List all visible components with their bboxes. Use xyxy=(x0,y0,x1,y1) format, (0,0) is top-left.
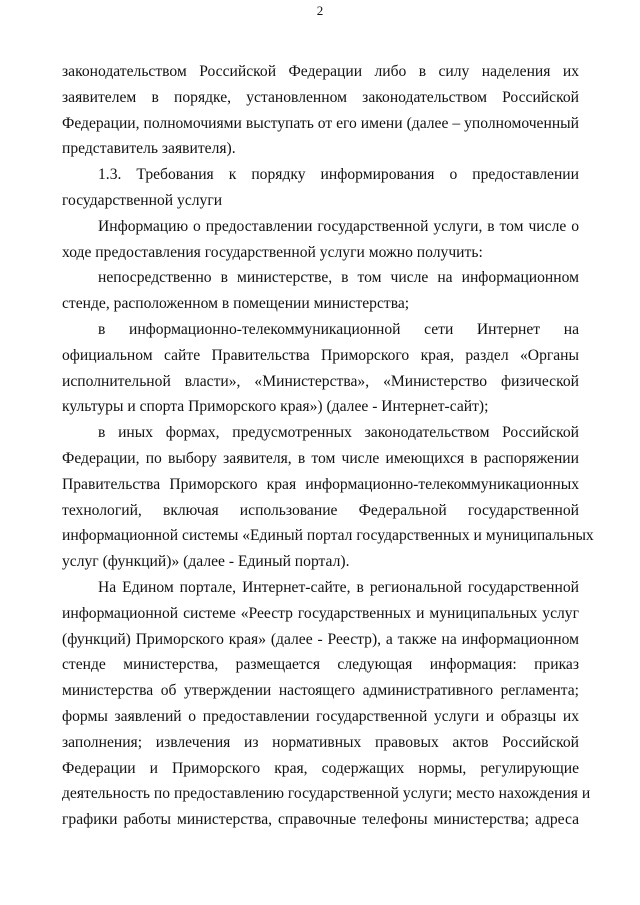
paragraph xyxy=(62,265,579,317)
text-line: государственной услуги xyxy=(62,191,223,209)
text-line: стенде министерства, размещается следующая информация: приказ xyxy=(62,656,579,674)
paragraph xyxy=(62,317,579,420)
text-line: информационной системы «Единый портал государственных и муниципальных xyxy=(62,527,594,545)
text-line: Федерации, полномочиями выступать от его имени (далее – уполномоченный xyxy=(62,114,579,132)
text-line: формы заявлений о предоставлении государственной услуги и образцы их xyxy=(62,707,579,725)
paragraph xyxy=(62,420,594,575)
text-line: технологий, включая использование Федеральной государственной xyxy=(62,501,579,519)
text-line: представитель заявителя). xyxy=(62,140,236,158)
text-line: ходе предоставления государственной услуги можно получить: xyxy=(62,243,483,261)
document-body xyxy=(62,59,594,833)
text-line: культуры и спорта Приморского края») (далее - Интернет-сайт); xyxy=(62,398,489,416)
text-line: заполнения; извлечения из нормативных правовых актов Российской xyxy=(62,733,579,751)
text-line: исполнительной власти», «Министерства», «Министерство физической xyxy=(62,372,579,390)
text-line: министерства об утверждении настоящего административного регламента; xyxy=(62,682,579,700)
text-line: Информацию о предоставлении государственной услуги, в том числе о xyxy=(98,217,579,235)
text-line: заявителем в порядке, установленном законодательством Российской xyxy=(62,88,579,106)
text-line: информационной системе «Реестр государственных и муниципальных услуг xyxy=(62,604,579,622)
paragraph xyxy=(62,575,591,833)
text-line: законодательством Российской Федерации либо в силу наделения их xyxy=(62,63,579,80)
text-line: графики работы министерства, справочные телефоны министерства; адреса xyxy=(62,811,579,829)
text-line: деятельность по предоставлению государственной услуги; место нахождения и xyxy=(62,785,591,803)
text-line: На Едином портале, Интернет-сайте, в региональной государственной xyxy=(98,578,579,596)
paragraph xyxy=(62,59,579,162)
page-number: 2 xyxy=(316,3,324,18)
text-line: Правительства Приморского края информационно-телекоммуникационных xyxy=(62,475,579,493)
text-line: Федерации и Приморского края, содержащих нормы, регулирующие xyxy=(62,759,579,777)
text-line: в информационно-телекоммуникационной сети Интернет на xyxy=(98,320,579,338)
text-line: услуг (функций)» (далее - Единый портал). xyxy=(62,553,350,571)
text-line: непосредственно в министерстве, в том числе на информационном xyxy=(98,269,579,287)
text-line: официальном сайте Правительства Приморского края, раздел «Органы xyxy=(62,346,579,364)
text-line: стенде, расположенном в помещении министерства; xyxy=(62,295,410,313)
text-line: (функций) Приморского края» (далее - Реестр), а также на информационном xyxy=(62,630,579,648)
paragraph xyxy=(62,162,579,214)
text-line: 1.3. Требования к порядку информирования о предоставлении xyxy=(98,166,579,184)
text-line: Федерации, по выбору заявителя, в том числе имеющихся в распоряжении xyxy=(62,449,579,467)
paragraph xyxy=(62,214,579,266)
text-line: в иных формах, предусмотренных законодательством Российской xyxy=(98,424,579,442)
